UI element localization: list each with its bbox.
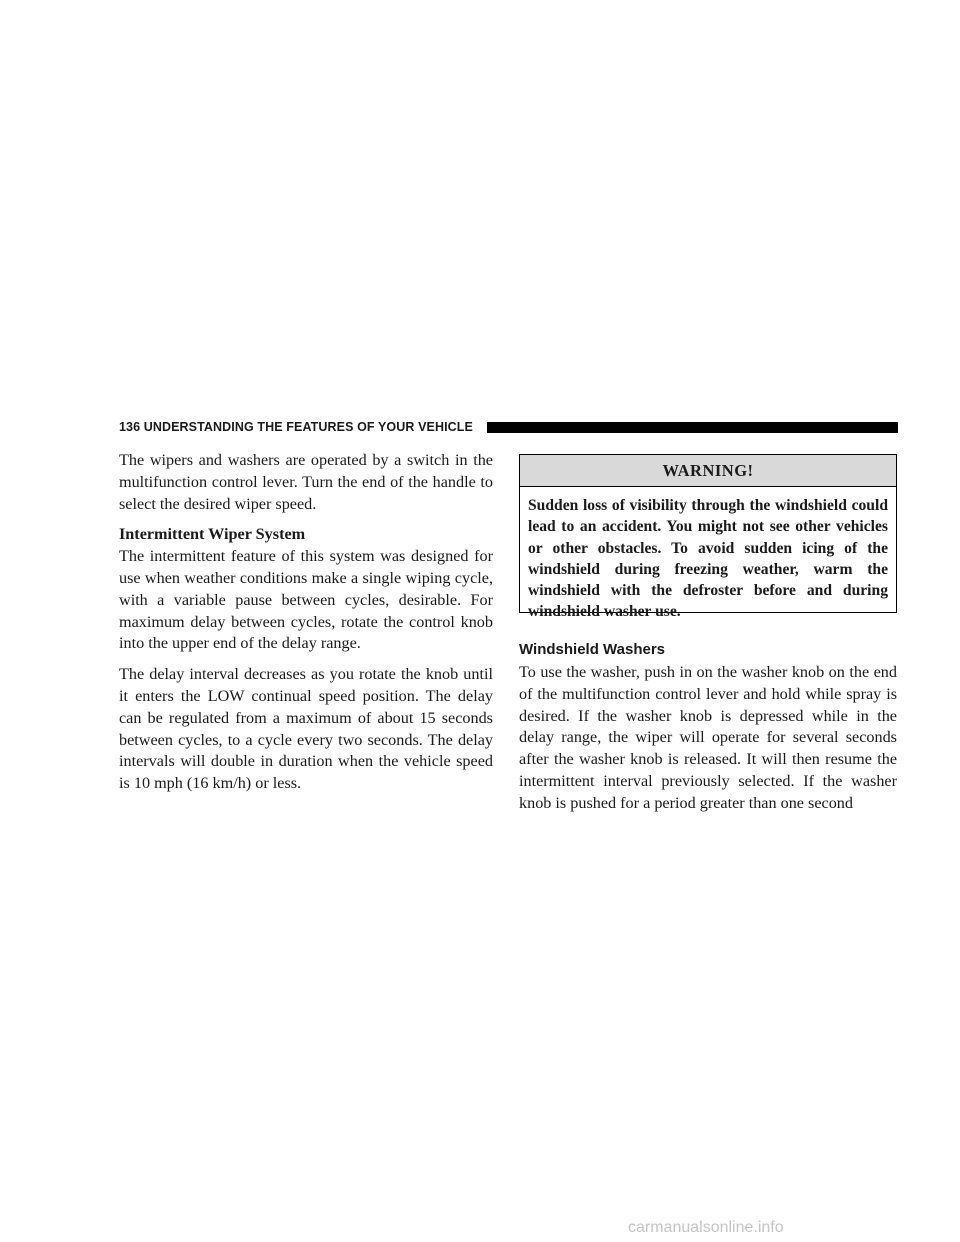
warning-body: Sudden loss of visibility through the windshield could lead to an accident. You might not see other vehicles or other obstacles. To avoid sudden icing of the windshield during freezing weather, warm the windshield with the defroster before and during windshield washer use. xyxy=(528,497,888,621)
warning-box xyxy=(519,454,897,621)
washers-paragraph: To use the washer, push in on the washer knob on the end of the multifunction control lever and hold while spray is desired. If the washer knob is depressed while in the delay range, the wiper will operate for several seconds after the washer knob is released. It will then resume the intermittent interval previously selected. If the washer knob is pushed for a period greater than one second xyxy=(519,663,897,812)
intro-paragraph: The wipers and washers are operated by a switch in the multifunction control lever. Turn the end of the handle to select the desired wiper speed. xyxy=(119,451,493,513)
intermittent-paragraph-1: The intermittent feature of this system was designed for use when weather conditions make a single wiping cycle, with a variable pause between cycles, desirable. For maximum delay between cycles, rotate the control knob into the upper end of the delay range. xyxy=(119,547,493,653)
watermark: carmanualsonline.info xyxy=(628,1219,784,1236)
left-column xyxy=(119,450,493,804)
header-rule xyxy=(487,422,898,433)
page-header xyxy=(119,418,898,438)
warning-title: WARNING! xyxy=(520,455,896,487)
washers-section xyxy=(519,640,897,815)
page-number-title: 136 UNDERSTANDING THE FEATURES OF YOUR VEHICLE xyxy=(119,420,473,434)
intermittent-heading: Intermittent Wiper System xyxy=(119,525,306,544)
intermittent-paragraph-2: The delay interval decreases as you rotate the knob until it enters the LOW continual speed position. The delay can be regulated from a maximum of about 15 seconds between cycles, to a cycle every two seconds. The delay intervals will double in duration when the vehicle speed is 10 mph (16 km/h) or less. xyxy=(119,665,493,793)
washers-heading: Windshield Washers xyxy=(519,641,666,658)
